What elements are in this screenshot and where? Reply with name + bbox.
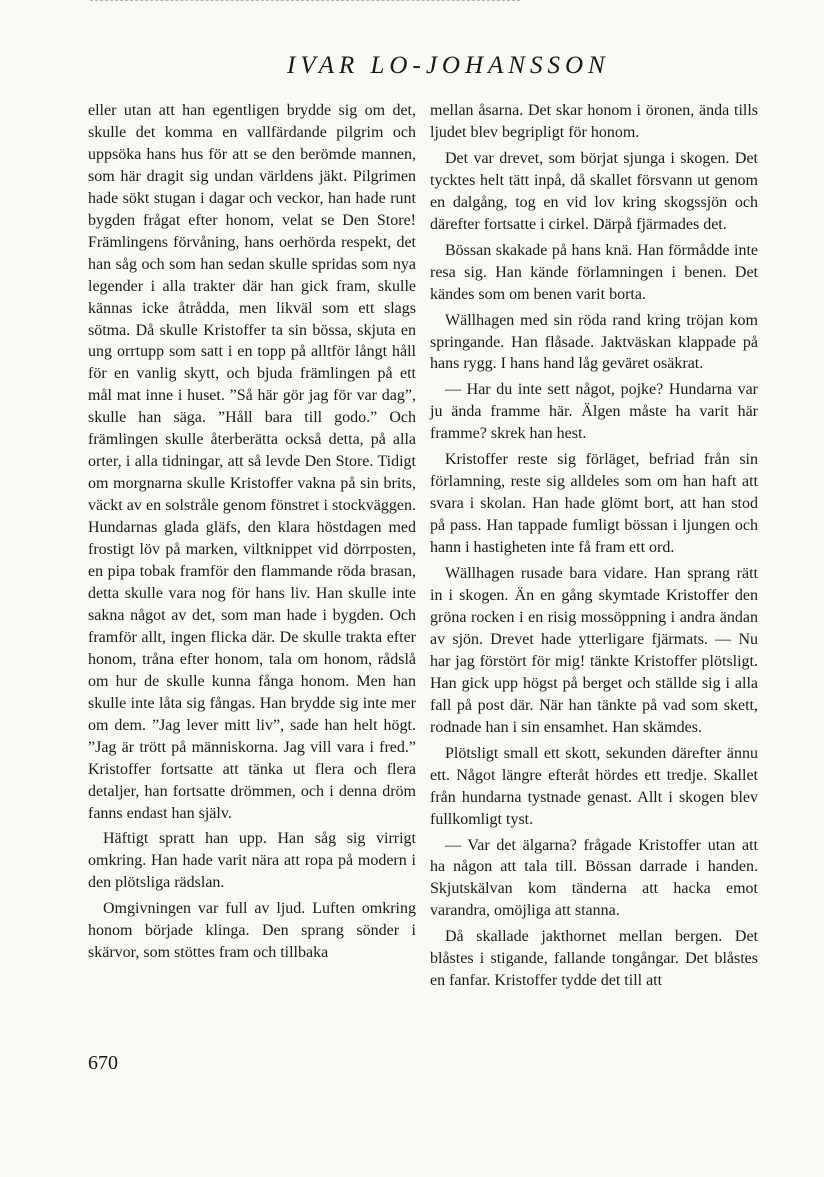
paragraph: Det var drevet, som börjat sjunga i skogen. Det tycktes helt tätt inpå, då skallet försvann ut genom en dalgång, tog en vid lov kring skogssjön och därefter fortsatte i cirkel. Därpå fjärmades det. xyxy=(430,149,758,233)
paragraph: eller utan att han egentligen brydde sig om det, skulle det komma en vallfärdande pilgrim och uppsöka hans hus för att se den berömde mannen, som här dragit sig undan världens jäkt. Pilgrimen hade sökt stugan i dagar och veckor, han hade runt bygden frågat efter honom, velat se Den Store! Främlingens förvåning, hans oerhörda respekt, det han såg och som han sedan skulle spridas som nya legender i alla trakter där han gick fram, skulle kännas icke åtrådda, men likväl som ett slags sötma. Då skulle Kristoffer ta sin bössa, skjuta en ung orrtupp som satt i en topp på alltför långt håll för en vanlig skytt, och bjuda främlingen på ett mål mat inne i huset. ”Så här gör jag för var dag”, skulle han säga. ”Håll bara till godo.” Och främlingen skulle återberätta också detta, på alla orter, i alla tidningar, att så levde Den Store. Tidigt om morgnarna skulle Kristoffer vakna på sin brits, väckt av en solstråle genom fönstret i stockväggen. Hundarnas glada gläfs, den klara höstdagen med frostigt löv på marken, viltknippet vid dörrposten, en pipa tobak framför den flammande röda brasan, detta skulle vara nog för hans liv. Han skulle inte sakna något av det, som man hade i bygden. Och framför allt, ingen flicka där. De skulle trakta efter honom, tråna efter honom, tala om honom, rådslå om hur de skulle kunna fånga honom. Men han skulle inte låta sig fångas. Han brydde sig inte mer om dem. ”Jag lever mitt liv”, sade han helt högt. ”Jag är trött på människorna. Jag vill vara i fred.” Kristoffer fortsatte att tänka ut flera och flera detaljer, han fortsatte drömmen, och i denna dröm fanns endast han själv. xyxy=(88,102,416,822)
paragraph: Då skallade jakthornet mellan bergen. Det blåstes i stigande, fallande tongångar. Det blåstes en fanfar. Kristoffer tydde det till att xyxy=(430,928,758,990)
paragraph: — Har du inte sett något, pojke? Hundarna var ju ända framme här. Älgen måste ha varit här framme? skrek han hest. xyxy=(430,381,758,443)
paragraph: Omgivningen var full av ljud. Luften omkring honom började klinga. Den sprang sönder i skärvor, som stöttes fram och tillbaka xyxy=(88,900,416,962)
left-column xyxy=(88,100,416,964)
page-number: 670 xyxy=(88,1052,118,1074)
top-edge-rule xyxy=(90,0,520,2)
paragraph: Wällhagen med sin röda rand kring tröjan kom springande. Han flåsade. Jaktväskan klappade på hans rygg. I hans hand låg geväret osäkrat. xyxy=(430,311,758,373)
right-column xyxy=(430,100,758,992)
paragraph: Kristoffer reste sig förläget, befriad från sin förlamning, reste sig alldeles som om han haft att svara i skolan. Han hade glömt bort, att han stod på pass. Han tappade fumligt bössan i ljungen och hann i hastigheten inte få fram ett ord. xyxy=(430,451,758,557)
paragraph: Häftigt spratt han upp. Han såg sig virrigt omkring. Han hade varit nära att ropa på modern i den plötsliga rädslan. xyxy=(88,830,416,892)
paragraph: Plötsligt small ett skott, sekunden därefter ännu ett. Något längre efteråt hördes ett tredje. Skallet från hundarna tystnade genast. Allt i skogen blev fullkomligt tyst. xyxy=(430,744,758,828)
paragraph: mellan åsarna. Det skar honom i öronen, ända tills ljudet blev begripligt för honom. xyxy=(430,102,758,141)
paragraph: — Var det älgarna? frågade Kristoffer utan att ha någon att tala till. Bössan darrade i handen. Skjutskälvan kom tänderna att hacka emot varandra, omöjliga att stanna. xyxy=(430,836,758,920)
paragraph: Bössan skakade på hans knä. Han förmådde inte resa sig. Han kände förlamningen i benen. Det kändes som om benen varit borta. xyxy=(430,241,758,303)
running-head: IVAR LO-JOHANSSON xyxy=(287,52,610,79)
paragraph: Wällhagen rusade bara vidare. Han sprang rätt in i skogen. Än en gång skymtade Kristoffer den gröna rocken i en risig mossöppning i andra ändan av sjön. Drevet hade ytterligare fjärmats. — Nu har jag förstört för mig! tänkte Kristoffer plötsligt. Han gick upp högst på berget och ställde sig i alla fall på post där. När han tänkte på vad som skett, rodnade han i sin ensamhet. Han skämdes. xyxy=(430,565,758,736)
